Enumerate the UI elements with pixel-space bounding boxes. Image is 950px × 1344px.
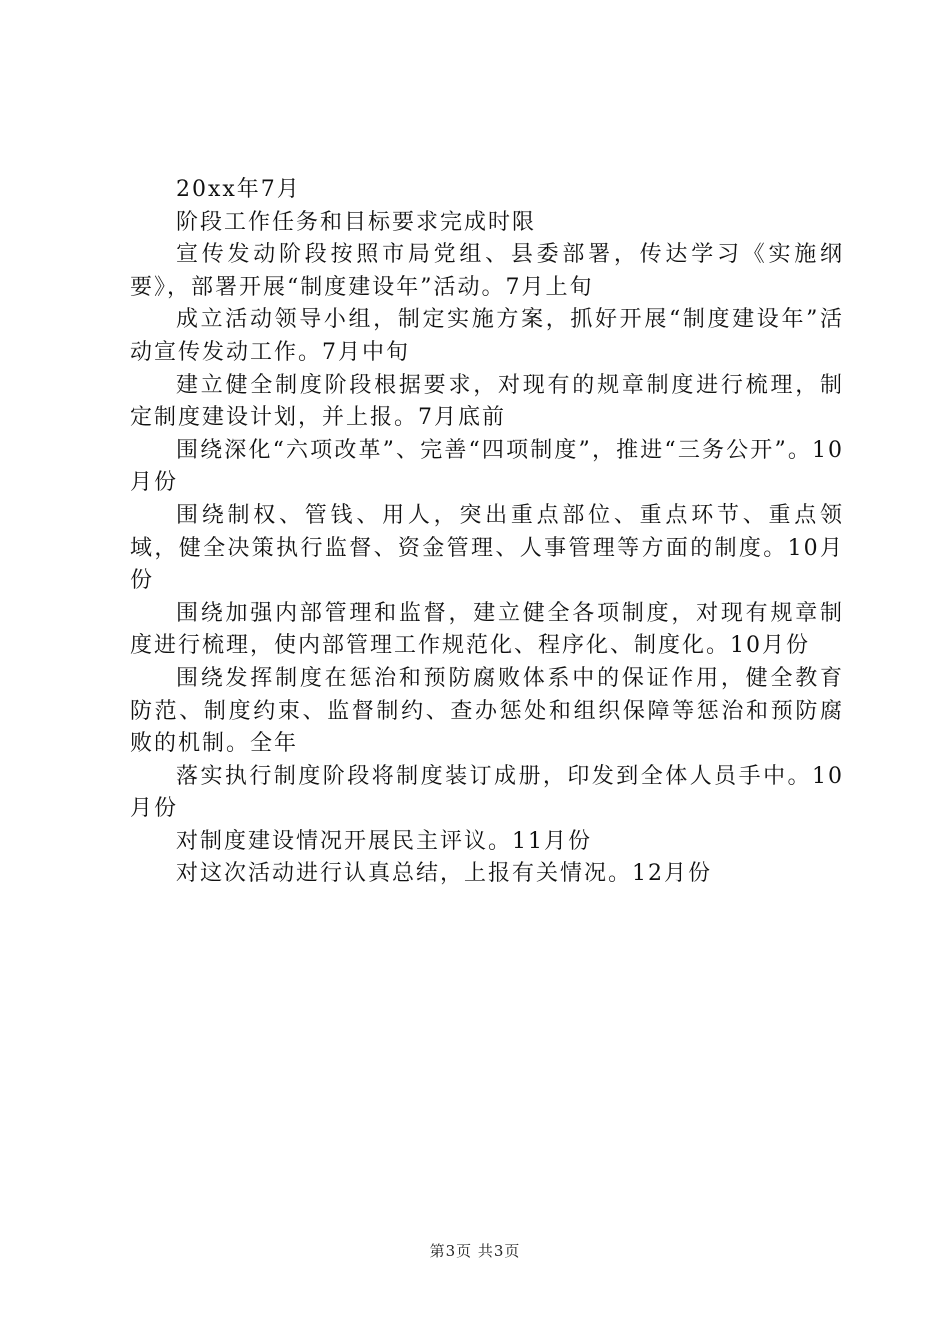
paragraph-establish-system: 建立健全制度阶段根据要求，对现有的规章制度进行梳理，制定制度建设计划，并上报。7月底前 — [130, 372, 844, 431]
paragraph-anti-corruption: 围绕发挥制度在惩治和预防腐败体系中的保证作用，健全教育防范、制度约束、监督制约、查办惩处和组织保障等惩治和预防腐败的机制。全年 — [130, 665, 844, 757]
paragraph-summary: 对这次活动进行认真总结，上报有关情况。12月份 — [176, 861, 712, 887]
paragraph-implementation-stage: 落实执行制度阶段将制度装订成册，印发到全体人员手中。10月份 — [130, 763, 844, 822]
paragraph-power-money-people: 围绕制权、管钱、用人，突出重点部位、重点环节、重点领域，健全决策执行监督、资金管理、人事管理等方面的制度。10月份 — [130, 502, 844, 594]
page-number-footer: 第3页 共3页 — [429, 1242, 521, 1260]
paragraph-propaganda-stage: 宣传发动阶段按照市局党组、县委部署，传达学习《实施纲要》，部署开展“制度建设年”活动。7月上旬 — [130, 242, 844, 300]
document-body — [130, 174, 844, 891]
paragraph-democratic-review: 对制度建设情况开展民主评议。11月份 — [176, 828, 592, 854]
date-line: 20xx年7月 — [176, 177, 301, 202]
paragraph-six-reforms: 围绕深化“六项改革”、完善“四项制度”，推进“三务公开”。10月份 — [130, 437, 844, 496]
paragraph-leadership-group: 成立活动领导小组，制定实施方案，抓好开展“制度建设年”活动宣传发动工作。7月中旬 — [130, 307, 844, 365]
paragraph-internal-management: 围绕加强内部管理和监督，建立健全各项制度，对现有规章制度进行梳理，使内部管理工作规范化、程序化、制度化。10月份 — [130, 600, 844, 659]
table-header-line: 阶段工作任务和目标要求完成时限 — [176, 209, 537, 235]
